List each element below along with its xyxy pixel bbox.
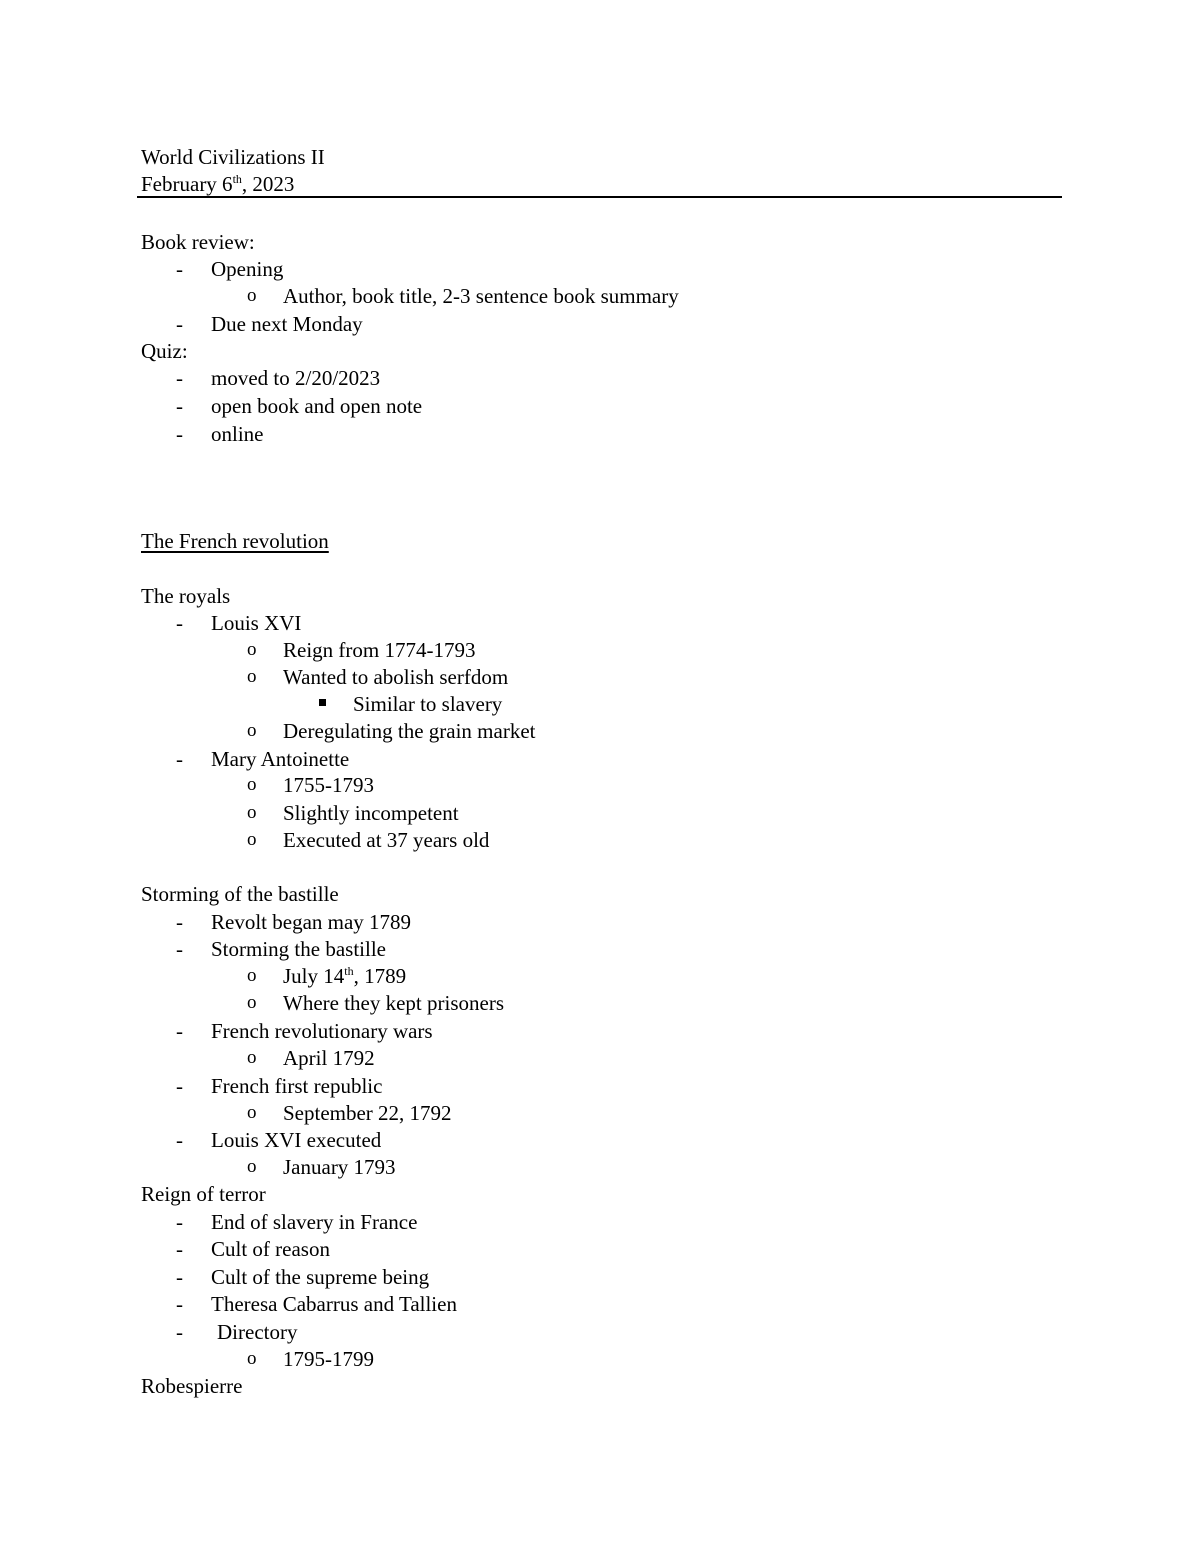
list-item: Revolt began may 1789 (211, 910, 412, 934)
list-item: Deregulating the grain market (283, 719, 536, 743)
list-item: Louis XVI executed (211, 1128, 382, 1152)
dash-bullet: - (176, 394, 183, 418)
list-item: End of slavery in France (211, 1210, 418, 1234)
list-item: Cult of the supreme being (211, 1265, 430, 1289)
list-item: Author, book title, 2-3 sentence book summary (283, 284, 679, 308)
list-item: January 1793 (283, 1155, 396, 1179)
list-item: Opening (211, 257, 284, 281)
circle-bullet: o (247, 829, 257, 850)
list-item: July 14th, 1789 (283, 964, 407, 988)
list-item: Similar to slavery (353, 692, 503, 716)
list-item: Slightly incompetent (283, 801, 459, 825)
robespierre-heading: Robespierre (141, 1374, 243, 1398)
circle-bullet: o (247, 666, 257, 687)
list-item: moved to 2/20/2023 (211, 366, 381, 390)
circle-bullet: o (247, 720, 257, 741)
dash-bullet: - (176, 910, 183, 934)
course-title: World Civilizations II (141, 145, 325, 169)
list-item: Cult of reason (211, 1237, 330, 1261)
header-rule (137, 196, 1062, 198)
list-item: French first republic (211, 1074, 383, 1098)
dash-bullet: - (176, 366, 183, 390)
dash-bullet: - (176, 1019, 183, 1043)
terror-heading: Reign of terror (141, 1182, 266, 1206)
list-item: French revolutionary wars (211, 1019, 433, 1043)
dash-bullet: - (176, 747, 183, 771)
quiz-heading: Quiz: (141, 339, 188, 363)
circle-bullet: o (247, 1102, 257, 1123)
royals-heading: The royals (141, 584, 231, 608)
list-item: Reign from 1774-1793 (283, 638, 476, 662)
dash-bullet: - (176, 422, 183, 446)
list-item: Executed at 37 years old (283, 828, 490, 852)
list-item: September 22, 1792 (283, 1101, 452, 1125)
list-item: April 1792 (283, 1046, 375, 1070)
dash-bullet: - (176, 1320, 183, 1344)
circle-bullet: o (247, 992, 257, 1013)
list-item: 1755-1793 (283, 773, 374, 797)
notes-date: February 6th, 2023 (141, 172, 295, 196)
dash-bullet: - (176, 1237, 183, 1261)
list-item: Louis XVI (211, 611, 302, 635)
dash-bullet: - (176, 1265, 183, 1289)
list-item: 1795-1799 (283, 1347, 374, 1371)
list-item: Wanted to abolish serfdom (283, 665, 509, 689)
dash-bullet: - (176, 937, 183, 961)
circle-bullet: o (247, 285, 257, 306)
list-item: open book and open note (211, 394, 423, 418)
circle-bullet: o (247, 774, 257, 795)
list-item: Where they kept prisoners (283, 991, 505, 1015)
dash-bullet: - (176, 1074, 183, 1098)
dash-bullet: - (176, 1210, 183, 1234)
dash-bullet: - (176, 1292, 183, 1316)
list-item: Due next Monday (211, 312, 363, 336)
list-item: Directory (217, 1320, 298, 1344)
list-item: Mary Antoinette (211, 747, 350, 771)
circle-bullet: o (247, 1348, 257, 1369)
circle-bullet: o (247, 802, 257, 823)
square-bullet (319, 699, 326, 706)
circle-bullet: o (247, 1156, 257, 1177)
list-item: online (211, 422, 264, 446)
dash-bullet: - (176, 257, 183, 281)
dash-bullet: - (176, 611, 183, 635)
circle-bullet: o (247, 965, 257, 986)
list-item: Storming the bastille (211, 937, 386, 961)
list-item: Theresa Cabarrus and Tallien (211, 1292, 457, 1316)
circle-bullet: o (247, 639, 257, 660)
book-review-heading: Book review: (141, 230, 255, 254)
bastille-heading: Storming of the bastille (141, 882, 339, 906)
dash-bullet: - (176, 312, 183, 336)
dash-bullet: - (176, 1128, 183, 1152)
section-title: The French revolution (141, 529, 329, 553)
circle-bullet: o (247, 1047, 257, 1068)
